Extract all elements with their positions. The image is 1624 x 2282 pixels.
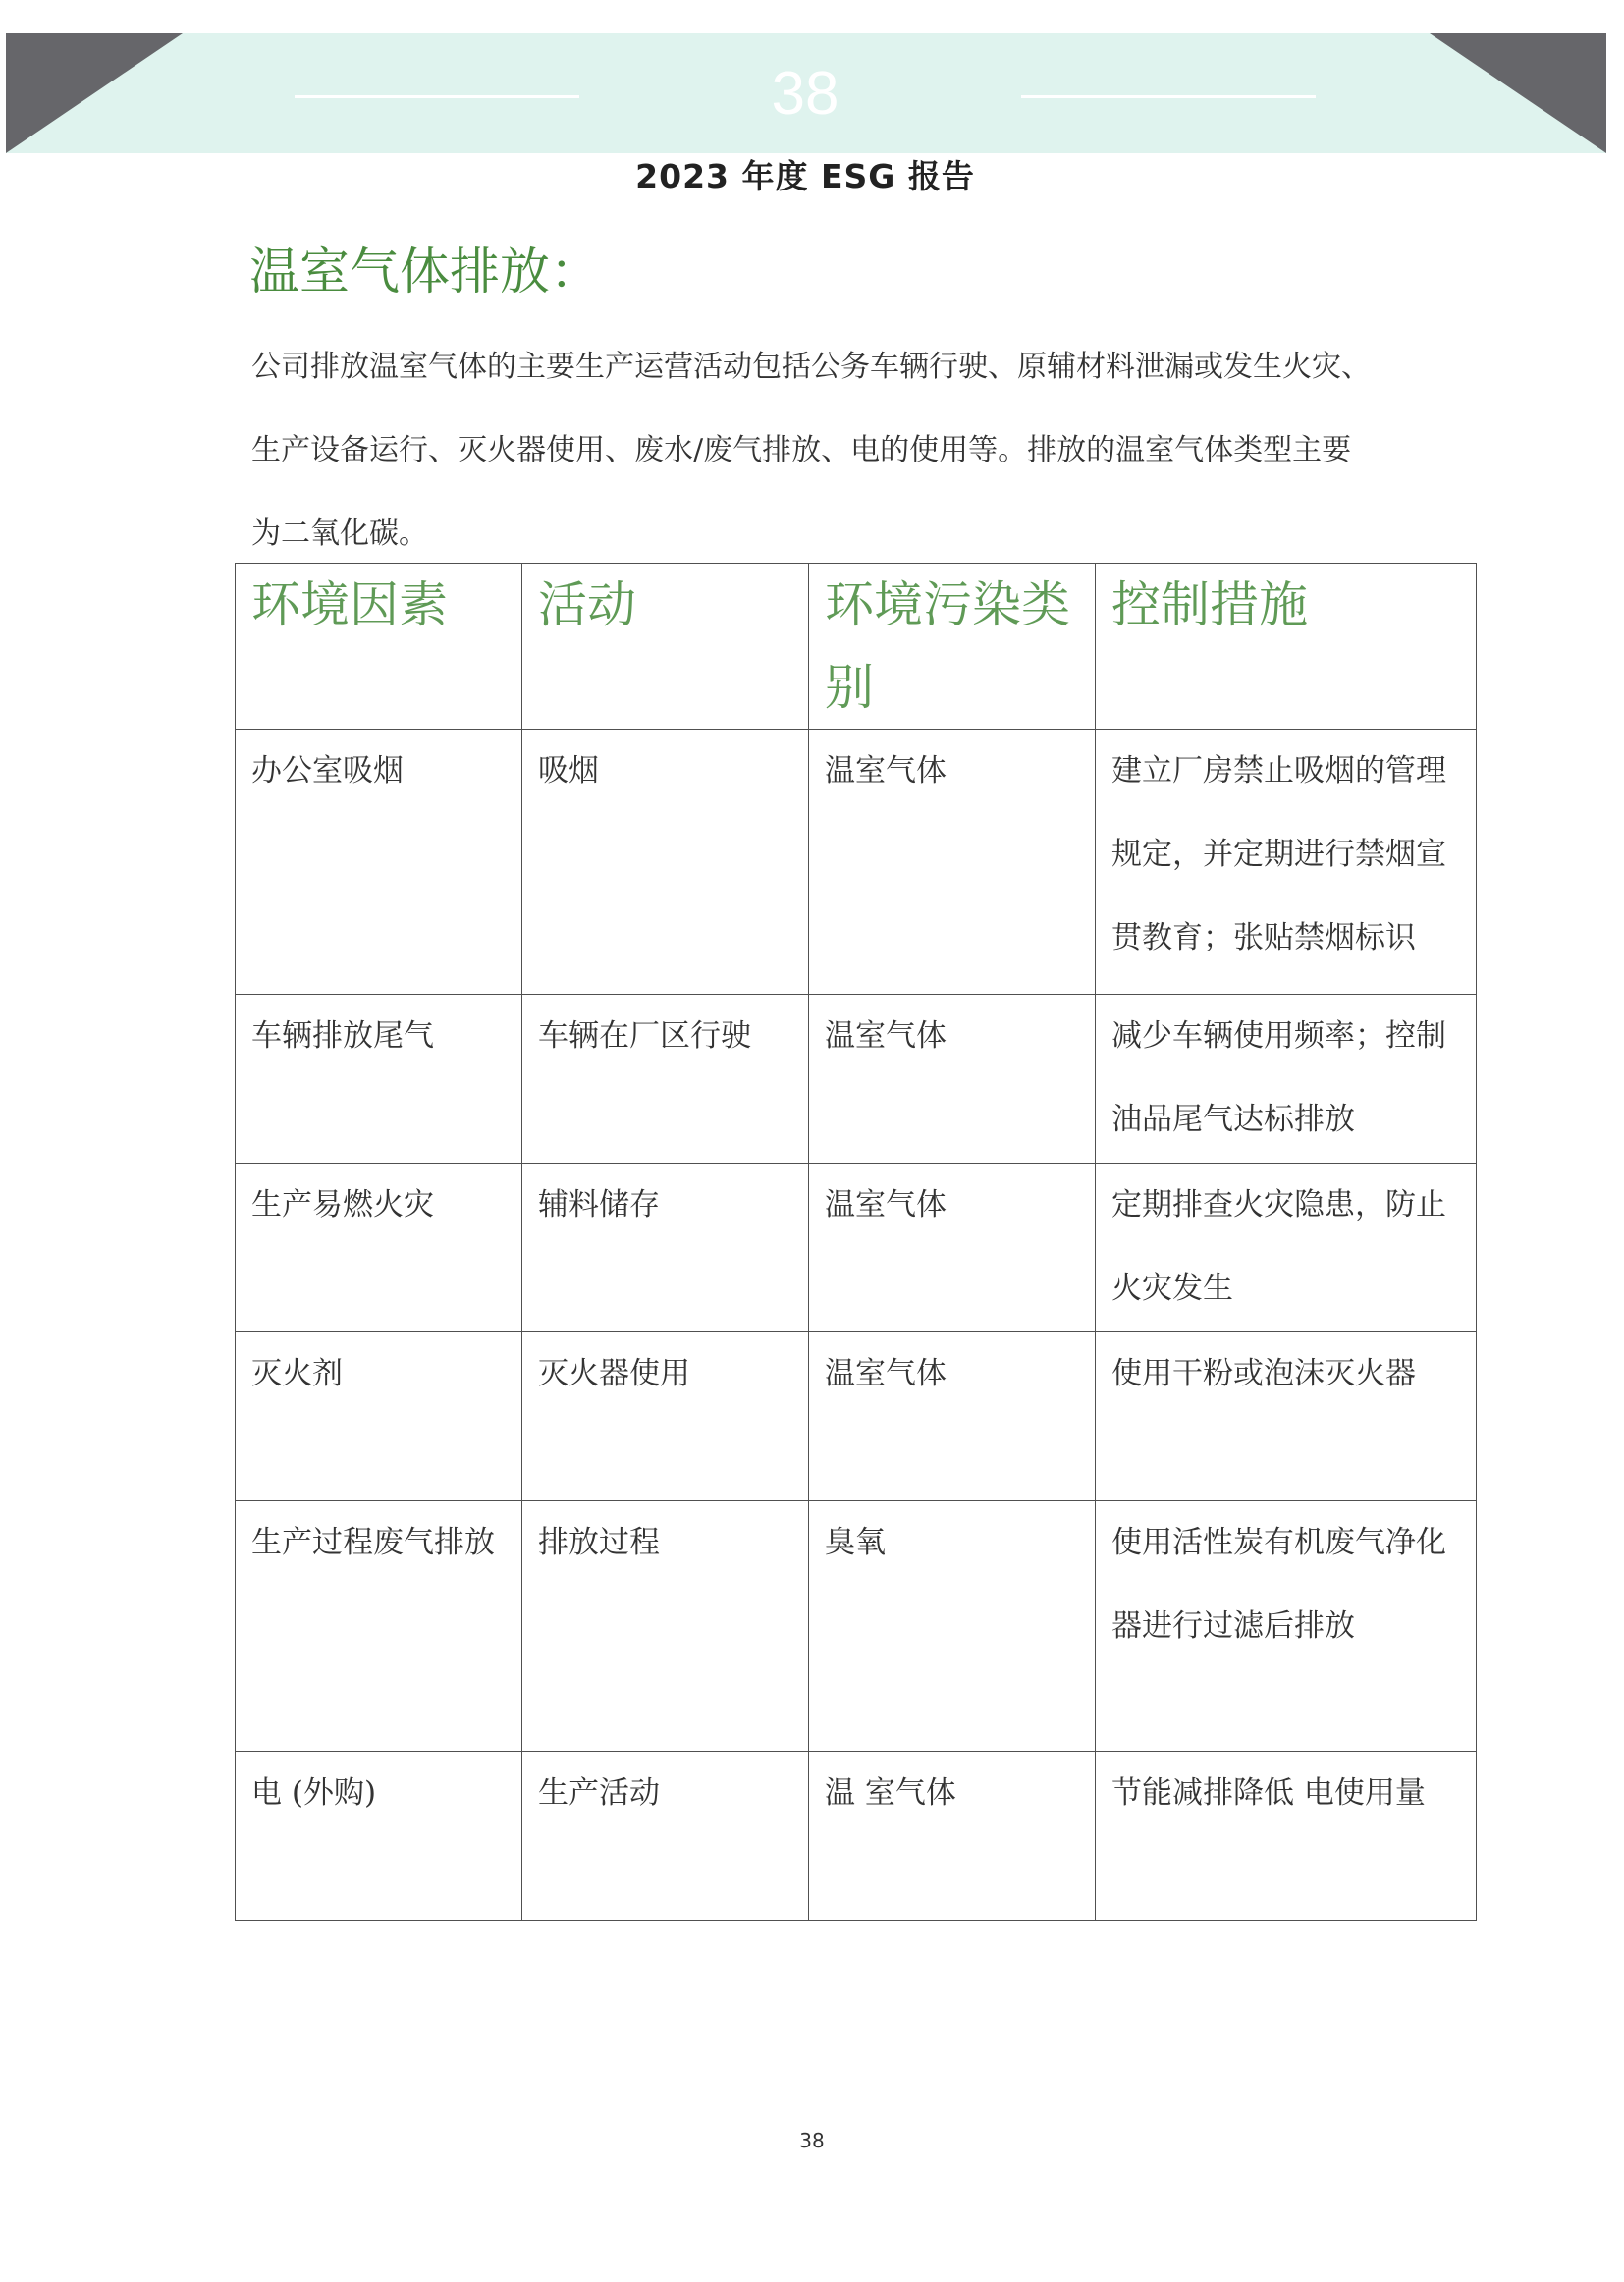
table-row (236, 1164, 1477, 1332)
cell-factor: 办公室吸烟 (236, 730, 522, 995)
cell-factor: 灭火剂 (236, 1332, 522, 1501)
table-row (236, 1501, 1477, 1752)
table-row (236, 1752, 1477, 1921)
cell-activity: 排放过程 (522, 1501, 809, 1752)
header-pollution-category: 环境污染类别 (809, 564, 1096, 730)
cell-category: 温室气体 (809, 995, 1096, 1164)
cell-factor: 生产易燃火灾 (236, 1164, 522, 1332)
page-number: 38 (799, 2129, 825, 2152)
cell-measure: 节能减排降低 电使用量 (1096, 1752, 1477, 1921)
cell-category: 臭氧 (809, 1501, 1096, 1752)
banner-divider-right (1021, 95, 1316, 98)
banner-divider-left (295, 95, 579, 98)
section-heading: 温室气体排放： (249, 244, 601, 301)
table-row (236, 1332, 1477, 1501)
banner-page-number: 38 (771, 60, 839, 128)
cell-measure: 定期排查火灾隐患，防止火灾发生 (1096, 1164, 1477, 1332)
header-control-measures: 控制措施 (1096, 564, 1477, 730)
cell-activity: 辅料储存 (522, 1164, 809, 1332)
cell-activity: 生产活动 (522, 1752, 809, 1921)
cell-activity: 车辆在厂区行驶 (522, 995, 809, 1164)
table-row (236, 995, 1477, 1164)
cell-factor: 电 (外购) (236, 1752, 522, 1921)
cell-category: 温室气体 (809, 730, 1096, 995)
cell-measure: 减少车辆使用频率；控制油品尾气达标排放 (1096, 995, 1477, 1164)
cell-measure: 使用活性炭有机废气净化器进行过滤后排放 (1096, 1501, 1477, 1752)
header-environmental-factor: 环境因素 (236, 564, 522, 730)
cell-factor: 生产过程废气排放 (236, 1501, 522, 1752)
cell-measure: 建立厂房禁止吸烟的管理规定，并定期进行禁烟宣贯教育；张贴禁烟标识 (1096, 730, 1477, 995)
cell-category: 温室气体 (809, 1332, 1096, 1501)
cell-measure: 使用干粉或泡沫灭火器 (1096, 1332, 1477, 1501)
table-header-row (236, 564, 1477, 730)
cell-activity: 吸烟 (522, 730, 809, 995)
cell-category: 温室气体 (809, 1164, 1096, 1332)
cell-activity: 灭火器使用 (522, 1332, 809, 1501)
cell-category: 温 室气体 (809, 1752, 1096, 1921)
cell-factor: 车辆排放尾气 (236, 995, 522, 1164)
emission-control-table (235, 563, 1477, 1921)
table-row (236, 730, 1477, 995)
report-title: 2023 年度 ESG 报告 (635, 157, 975, 195)
header-activity: 活动 (522, 564, 809, 730)
intro-paragraph: 公司排放温室气体的主要生产运营活动包括公务车辆行驶、原辅材料泄漏或发生火灾、生产设备运行、灭火器使用、废水/废气排放、电的使用等。排放的温室气体类型主要为二氧化碳。 (251, 350, 1371, 551)
